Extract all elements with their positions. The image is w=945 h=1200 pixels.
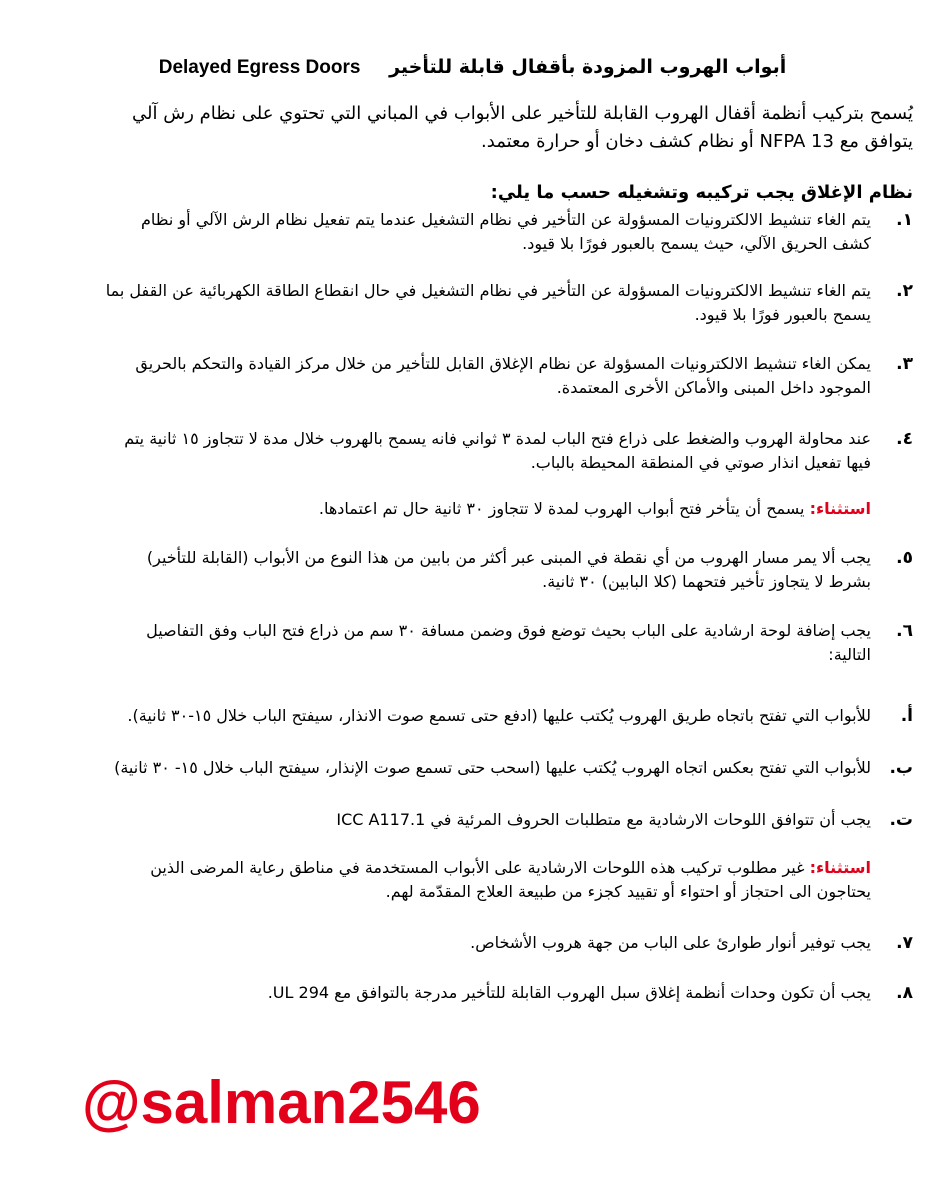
item-number: أ. bbox=[900, 706, 913, 726]
list-item bbox=[105, 208, 913, 256]
item-text: يجب ألا يمر مسار الهروب من أي نقطة في المبنى عبر أكثر من بابين من هذا النوع من الأبواب (القابلة للتأخير) بشرط لا يتجاوز تأخير فتحهما (كلا البابين) ٣٠ ثانية. bbox=[146, 548, 871, 591]
exception-label: استثناء: bbox=[809, 499, 871, 518]
list-item bbox=[105, 931, 913, 955]
item-text: للأبواب التي تفتح بعكس اتجاه الهروب يُكتب عليها (اسحب حتى تسمع صوت الإنذار، سيفتح الباب خلال ١٥- ٣٠ ثانية) bbox=[114, 758, 871, 777]
item-text: يجب أن تكون وحدات أنظمة إغلاق سبل الهروب القابلة للتأخير مدرجة بالتوافق مع UL 294. bbox=[267, 983, 871, 1002]
sub-list-item bbox=[105, 756, 913, 780]
item-text: للأبواب التي تفتح باتجاه طريق الهروب يُكتب عليها (ادفع حتى تسمع صوت الانذار، سيفتح الباب خلال ١٥-٣٠ ثانية). bbox=[127, 706, 871, 725]
document-title bbox=[0, 56, 945, 79]
item-number: ٣. bbox=[896, 354, 913, 374]
item-number: ٧. bbox=[896, 933, 913, 953]
exception-text: غير مطلوب تركيب هذه اللوحات الارشادية على الأبواب المستخدمة في مناطق رعاية المرضى الذين يحتاجون الى احتجاز أو احتواء أو تقييد كجزء من طبيعة العلاج المقدّمة لهم. bbox=[150, 858, 871, 901]
item-text: يمكن الغاء تنشيط الالكترونيات المسؤولة عن نظام الإغلاق القابل للتأخير من خلال مركز القيادة والتحكم بالحريق الموجود داخل المبنى والأماكن الأخرى المعتمدة. bbox=[135, 354, 871, 397]
list-item bbox=[105, 279, 913, 327]
item-text: يجب إضافة لوحة ارشادية على الباب بحيث توضع فوق وضمن مسافة ٣٠ سم من ذراع فتح الباب وفق التفاصيل التالية: bbox=[146, 621, 871, 664]
sub-list-item bbox=[105, 704, 913, 728]
item-number: ٦. bbox=[896, 621, 913, 641]
item-text: يتم الغاء تنشيط الالكترونيات المسؤولة عن التأخير في نظام التشغيل في حال انقطاع الطاقة الكهربائية عن القفل بما يسمح بالعبور فورًا بلا قيود. bbox=[105, 281, 871, 324]
exception-note bbox=[105, 856, 913, 904]
item-number: ٥. bbox=[896, 548, 913, 568]
title-arabic: أبواب الهروب المزودة بأقفال قابلة للتأخير bbox=[389, 56, 787, 78]
list-item bbox=[105, 619, 913, 667]
list-item bbox=[105, 546, 913, 594]
section-heading: نظام الإغلاق يجب تركيبه وتشغيله حسب ما يلي: bbox=[490, 182, 913, 203]
intro-paragraph: يُسمح بتركيب أنظمة أقفال الهروب القابلة للتأخير على الأبواب في المباني التي تحتوي على نظام رش آلي يتوافق مع NFPA 13 أو نظام كشف دخان أو حرارة معتمد. bbox=[132, 103, 913, 152]
item-number: ١. bbox=[896, 210, 913, 230]
item-text: عند محاولة الهروب والضغط على ذراع فتح الباب لمدة ٣ ثواني فانه يسمح بالهروب خلال مدة لا تتجاوز ١٥ ثانية يتم فيها تفعيل انذار صوتي في المنطقة المحيطة بالباب. bbox=[124, 429, 871, 472]
item-text: يجب أن تتوافق اللوحات الارشادية مع متطلبات الحروف المرئية في ICC A117.1 bbox=[336, 810, 871, 829]
item-number: ٤. bbox=[896, 429, 913, 449]
exception-label: استثناء: bbox=[809, 858, 871, 877]
title-english: Delayed Egress Doors bbox=[158, 57, 361, 78]
item-text: يجب توفير أنوار طوارئ على الباب من جهة هروب الأشخاص. bbox=[470, 933, 871, 952]
item-number: ت. bbox=[889, 810, 913, 830]
list-item bbox=[105, 352, 913, 400]
item-number: ب. bbox=[889, 758, 913, 778]
list-item bbox=[105, 427, 913, 475]
item-number: ٢. bbox=[896, 281, 913, 301]
watermark-handle: @salman2546 bbox=[82, 1069, 481, 1136]
item-number: ٨. bbox=[896, 983, 913, 1003]
list-item bbox=[105, 981, 913, 1005]
exception-text: يسمح أن يتأخر فتح أبواب الهروب لمدة لا تتجاوز ٣٠ ثانية حال تم اعتمادها. bbox=[318, 499, 805, 518]
sub-list-item bbox=[105, 808, 913, 832]
item-text: يتم الغاء تنشيط الالكترونيات المسؤولة عن التأخير في نظام التشغيل عندما يتم تفعيل نظام الرش الآلي أو نظام كشف الحريق الآلي، حيث يسمح بالعبور فورًا بلا قيود. bbox=[140, 210, 871, 253]
exception-note bbox=[105, 497, 913, 521]
